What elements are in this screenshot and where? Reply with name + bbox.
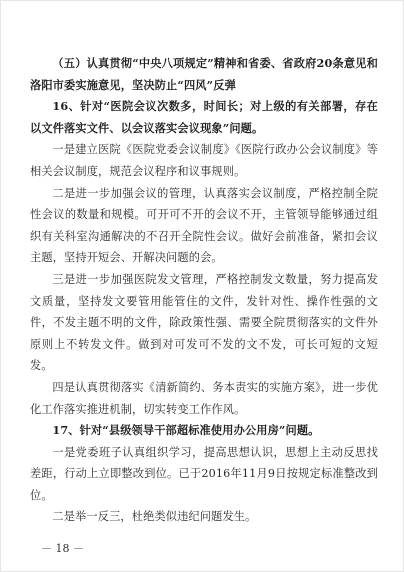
page-number: － 18 － [41, 542, 84, 555]
measure-paragraph-4: 四是认真贯彻落实《清新简约、务本责实的实施方案》，进一步优化工作落实推进机制，切实转变工作作风。 [30, 380, 378, 416]
measure-paragraph-1: 一是建立医院《医院党委会议制度》《医院行政办公会议制度》等相关会议制度，规范会议程序和议事规则。 [30, 143, 378, 178]
measure-paragraph-3: 三是进一步加强医院发文管理，严格控制发文数量，努力提高发文质量，坚持发文要管用能管住的文件，发针对性、操作性强的文件，不发主题不明的文件，除政策性强、需要全院贯彻落实的文件外原则上不转发文件。做到对可发可不发的文不发，可长可短的文短发。 [30, 272, 378, 373]
measure-paragraph-5: 一是党委班子认真组织学习，提高思想认识，思想上主动反思找差距，行动上立即整改到位。已于2016年11月9日按规定标准整改到位。 [30, 445, 378, 502]
issue-heading-17: 17、针对“县级领导干部超标准使用办公用房”问题。 [52, 423, 320, 438]
issue-heading-16: 16、针对“医院会议次数多，时间长；对上级的有关部署，存在以文件落实文件、以会议落实会议现象”问题。 [30, 99, 378, 135]
measure-paragraph-6: 二是举一反三，杜绝类似违纪问题发生。 [52, 510, 257, 524]
measure-paragraph-2: 二是进一步加强会议的管理，认真落实会议制度，严格控制全院性会议的数量和规模。可开可不开的会议不开，主管领导能够通过组织有关科室沟通解决的不召开全院性会议。做好会前准备，紧扣会议主题，坚持开短会、开解决问题的会。 [30, 186, 378, 265]
document-body [30, 53, 378, 528]
section-heading-5: （五）认真贯彻“中央八项规定”精神和省委、省政府20条意见和洛阳市委实施意见，坚决防止“四风”反弹 [30, 56, 378, 92]
